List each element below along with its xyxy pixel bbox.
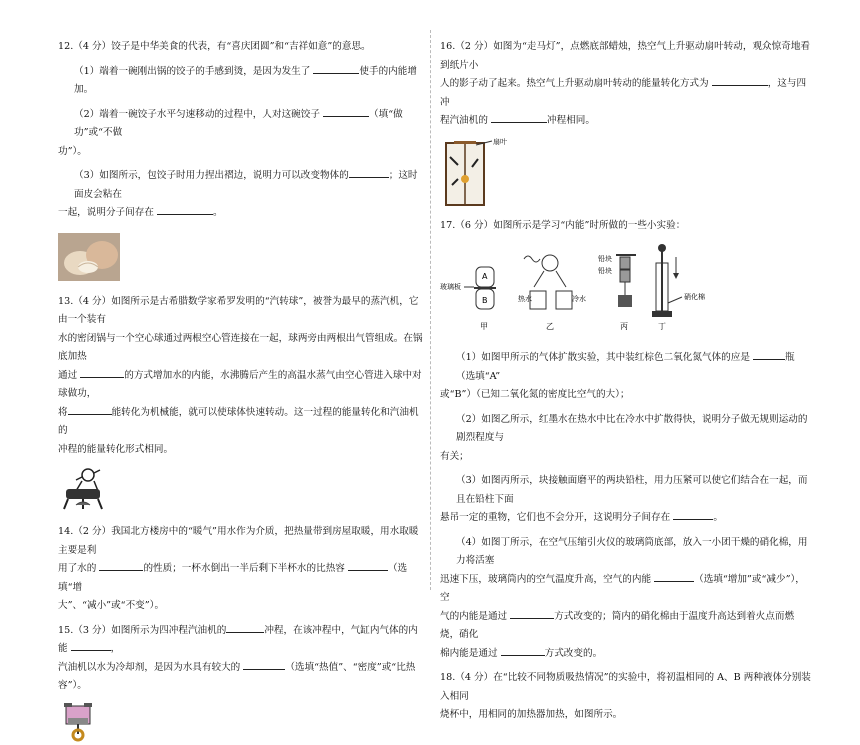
question-14 bbox=[58, 523, 423, 616]
answer-blank[interactable] bbox=[71, 640, 111, 651]
question-17 bbox=[440, 217, 812, 664]
q17-part1-cont: 或“B”）（已知二氧化氮的密度比空气的大）； bbox=[440, 389, 630, 400]
column-divider bbox=[430, 30, 431, 590]
q15-line2: 汽油机以水为冷却剂，是因为水具有较大的 （选填“热值”、“密度”或“比热容”）。 bbox=[58, 659, 423, 696]
cold-water-label: 冷水 bbox=[572, 295, 586, 303]
answer-blank[interactable] bbox=[712, 75, 768, 86]
answer-blank[interactable] bbox=[349, 167, 389, 178]
answer-blank[interactable] bbox=[68, 404, 112, 415]
q12-part2-cont: 功”）。 bbox=[58, 145, 87, 157]
q17-stem: 17.（6 分）如图所示是学习“内能”时所做的一些小实验： bbox=[440, 219, 686, 231]
answer-blank[interactable] bbox=[753, 349, 785, 360]
bottle-a-label: A bbox=[482, 272, 488, 281]
q17-part1: （1）如图甲所示的气体扩散实验，其中装红棕色二氧化氮气体的应是 瓶（选填“A” bbox=[440, 349, 812, 386]
experiments-figure bbox=[440, 243, 740, 343]
label-ding: 丁 bbox=[658, 322, 666, 331]
q13-line4: 将 能转化为机械能，就可以使球体快速转动。这一过程的能量转化和汽油机的 bbox=[58, 404, 423, 441]
q18-line2: 烧杯中，用相同的加热器加热，如图所示。 bbox=[440, 709, 623, 720]
q17-part4-line4: 棉内能是通过 方式改变的。 bbox=[440, 645, 812, 664]
right-column bbox=[440, 38, 812, 725]
answer-blank[interactable] bbox=[313, 63, 359, 74]
answer-blank[interactable] bbox=[673, 509, 713, 520]
q12-stem: 12.（4 分）饺子是中华美食的代表，有“喜庆团圆”和“吉祥如意”的意思。 bbox=[58, 41, 371, 52]
q17-part4: （4）如图丁所示，在空气压缩引火仪的玻璃筒底部，放入一小团干燥的硝化棉，用力将活塞 bbox=[456, 536, 808, 566]
q13-line2: 水的密闭锅与一个空心球通过两根空心管连接在一起，球两旁由两根出气管组成。在锅底加热 bbox=[58, 332, 423, 362]
label-jia: 甲 bbox=[480, 322, 488, 331]
q16-line2: 人的影子动了起来。热空气上升驱动扇叶转动的能量转化方式为 ，这与四冲 bbox=[440, 75, 812, 112]
answer-blank[interactable] bbox=[654, 571, 694, 582]
q12-part2: （2）端着一碗饺子水平匀速移动的过程中，人对这碗饺子 （填“做功”或“不做 bbox=[58, 106, 423, 143]
label-yi: 乙 bbox=[546, 322, 554, 331]
question-12 bbox=[58, 38, 423, 281]
aeolipile-figure bbox=[58, 465, 104, 511]
answer-blank[interactable] bbox=[323, 106, 369, 117]
q18-line1: 18.（4 分）在“比较不同物质吸热情况”的实验中，将初温相同的 A、B 两种液体分别装入相同 bbox=[440, 672, 811, 702]
question-15 bbox=[58, 622, 423, 742]
q14-line1: 14.（2 分）我国北方楼房中的“暖气”用水作为介质，把热量带到房屋取暖，用水取暖主要是利 bbox=[58, 526, 419, 556]
q13-line5: 冲程的能量转化形式相同。 bbox=[58, 443, 174, 455]
question-13 bbox=[58, 293, 423, 512]
q17-part4-line3: 气的内能是通过 方式改变的；筒内的硝化棉由于温度升高达到着火点而燃烧，硝化 bbox=[440, 608, 812, 645]
answer-blank[interactable] bbox=[501, 645, 545, 656]
q12-part1: （1）端着一碗刚出锅的饺子的手感到烫，是因为发生了 使手的内能增加。 bbox=[58, 63, 423, 100]
q15-line1: 15.（3 分）如图所示为四冲程汽油机的 冲程，在该冲程中，气缸内气体的内能 ， bbox=[58, 622, 423, 659]
fan-blade-label: 扇叶 bbox=[493, 137, 507, 146]
glass-plate-label: 玻璃板 bbox=[440, 283, 461, 291]
experiment-bing bbox=[598, 254, 636, 331]
experiment-jia bbox=[440, 267, 496, 331]
lantern-figure bbox=[440, 137, 520, 211]
label-bing: 丙 bbox=[620, 322, 628, 331]
experiment-yi bbox=[518, 255, 586, 331]
answer-blank[interactable] bbox=[491, 112, 547, 123]
q17-part2-cont: 有关； bbox=[440, 450, 469, 462]
answer-blank[interactable] bbox=[226, 622, 264, 633]
q13-line3: 通过 的方式增加水的内能，水沸腾后产生的高温水蒸气由空心管进入球中对球做功， bbox=[58, 367, 423, 404]
question-16 bbox=[440, 38, 812, 211]
q14-line2: 用了水的 的性质；一杯水倒出一半后剩下半杯水的比热容 （选填“增 bbox=[58, 560, 423, 597]
q12-part3: （3）如图所示，包饺子时用力捏出褶边，说明力可以改变物体的 ；这时面皮会粘在 bbox=[58, 167, 423, 204]
q17-part2: （2）如图乙所示，红墨水在热水中比在冷水中扩散得快，说明分子做无规则运动的剧烈程度与 bbox=[456, 413, 808, 443]
q16-line3: 程汽油机的 冲程相同。 bbox=[440, 112, 812, 131]
q17-part3: （3）如图丙所示，块接触面磨平的两块铅柱，用力压紧可以使它们结合在一起，而且在铅柱下面 bbox=[456, 475, 808, 505]
lead-block-label-2: 铅块 bbox=[598, 267, 612, 275]
engine-cylinder-figure bbox=[58, 702, 98, 742]
question-18 bbox=[440, 669, 812, 725]
answer-blank[interactable] bbox=[80, 367, 124, 378]
left-column bbox=[58, 38, 423, 742]
lead-block-label: 铅块 bbox=[598, 255, 612, 263]
q17-part3-cont: 悬吊一定的重物，它们也不会分开，这说明分子间存在 。 bbox=[440, 509, 812, 528]
answer-blank[interactable] bbox=[510, 608, 554, 619]
q12-part3-cont: 一起，说明分子间存在 。 bbox=[58, 204, 423, 223]
answer-blank[interactable] bbox=[243, 659, 285, 670]
nitrocellulose-label: 硝化棉 bbox=[684, 293, 705, 301]
answer-blank[interactable] bbox=[99, 560, 143, 571]
dumpling-photo bbox=[58, 233, 120, 281]
answer-blank[interactable] bbox=[157, 204, 213, 215]
bottle-b-label: B bbox=[482, 296, 488, 305]
q14-line3: 大”、“减小”或“不变”）。 bbox=[58, 600, 165, 611]
q13-line1: 13.（4 分）如图所示是古希腊数学家希罗发明的“汽转球”，被誉为最早的蒸汽机，它由一个装有 bbox=[58, 295, 419, 325]
q16-line1: 16.（2 分）如图为“走马灯”，点燃底部蜡烛，热空气上升驱动扇叶转动，观众惊奇地看到纸片小 bbox=[440, 41, 811, 71]
hot-water-label: 热水 bbox=[518, 295, 532, 303]
answer-blank[interactable] bbox=[348, 560, 388, 571]
q17-part4-line2: 迅速下压，玻璃筒内的空气温度升高，空气的内能 （选填“增加”或“减少”），空 bbox=[440, 571, 812, 608]
experiment-ding bbox=[652, 244, 705, 331]
